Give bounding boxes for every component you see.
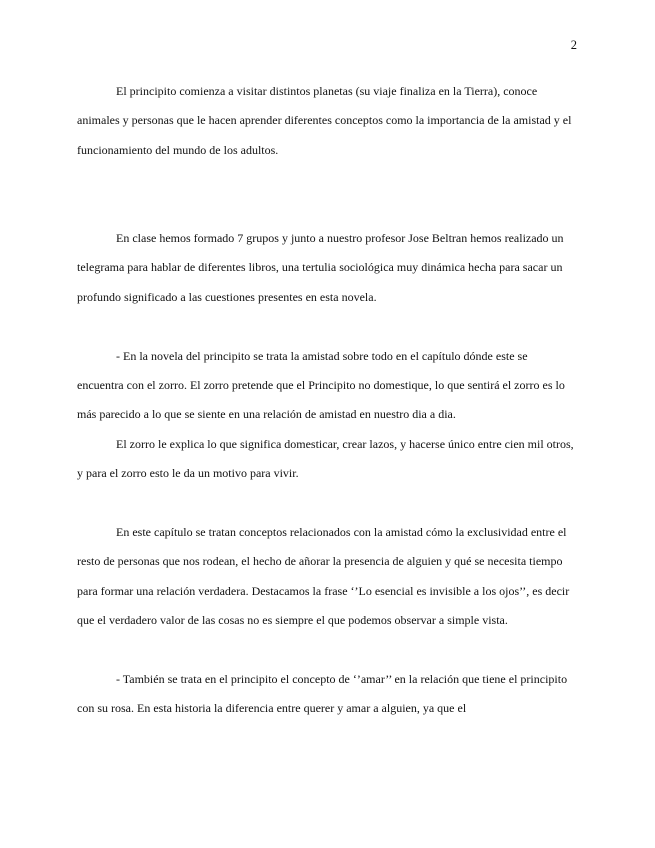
paragraph-love-rose: - También se trata en el principito el concepto de ‘’amar’’ en la relación que tiene el principito con su rosa. En esta historia la diferencia entre querer y amar a alguien, ya que el: [77, 672, 568, 716]
paragraph-fox-explains: El zorro le explica lo que significa domesticar, crear lazos, y hacerse único entre cien mil otros, y para el zorro esto le da un motivo para vivir.: [77, 436, 574, 481]
paragraph-intro: El principito comienza a visitar distintos planetas (su viaje finaliza en la Tierra), conoce animales y personas que le hacen aprender diferentes conceptos como la importancia de la amistad y el funcionamiento del mundo de los adultos.: [77, 84, 572, 157]
paragraph-gap: [77, 636, 577, 665]
paragraph-gap: [77, 489, 577, 518]
paragraph-class-activity: En clase hemos formado 7 grupos y junto a nuestro profesor Jose Beltran hemos realizado un telegrama para hablar de diferentes libros, una tertulia sociológica muy dinámica hecha para sacar un profundo significado a las cuestiones presentes en esta novela.: [77, 231, 564, 304]
paragraph-chapter-concepts: En este capítulo se tratan conceptos relacionados con la amistad cómo la exclusividad entre el resto de personas que nos rodean, el hecho de añorar la presencia de alguien y qué se necesita tiempo para formar una relación verdadera. Destacamos la frase ‘’Lo esencial es invisible a los ojos’’, es decir que el verdadero valor de las cosas no es siempre el que podemos observar a simple vista.: [77, 525, 570, 628]
page-number: 2: [570, 38, 577, 52]
paragraph-friendship-fox: - En la novela del principito se trata la amistad sobre todo en el capítulo dónde este se encuentra con el zorro. El zorro pretende que el Principito no domestique, lo que sentirá el zorro es lo más parecido a lo que se siente en una relación de amistad en nuestro dia a dia.: [77, 348, 565, 422]
document-body: [77, 77, 577, 724]
paragraph-gap: [77, 312, 577, 341]
paragraph-gap: [77, 165, 577, 224]
